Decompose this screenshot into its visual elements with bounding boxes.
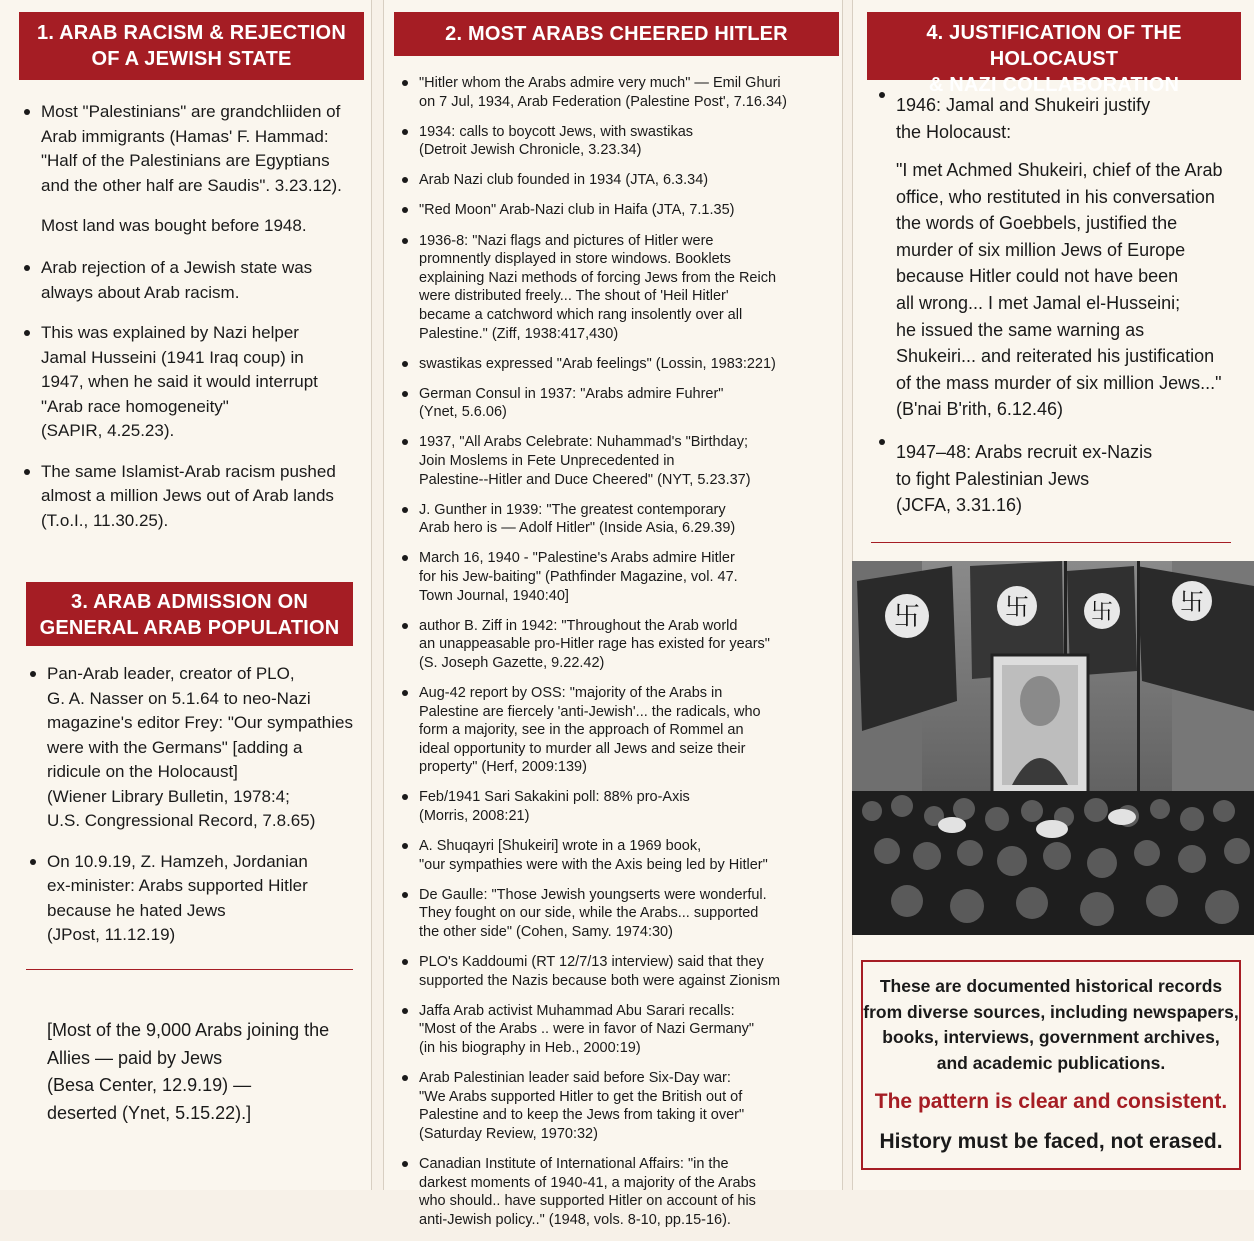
section-2-banner: 2. MOST ARABS CHEERED HITLER — [394, 12, 839, 56]
svg-text:卐: 卐 — [1180, 588, 1204, 616]
list-line: became a catchword which rang insolently over all — [419, 306, 743, 323]
list-line: They fought on our side, while the Arabs... supported — [419, 905, 759, 922]
list-line: for his Jew-baiting" (Pathfinder Magazine, vol. 47. — [419, 568, 738, 585]
section-3-list — [47, 662, 367, 948]
banner-line: 4. JUSTIFICATION OF THE HOLOCAUST — [926, 22, 1182, 70]
list-line: (Morris, 2008:21) — [419, 808, 530, 824]
list-line: Arab Palestinian leader said before Six-Day war: — [419, 1070, 731, 1087]
section-3-banner — [26, 582, 353, 646]
list-line: (Ynet, 5.6.06) — [419, 404, 507, 421]
banner-line: & NAZI COLLABORATION — [928, 74, 1180, 96]
list-item — [419, 1155, 839, 1229]
banner-line: 3. ARAB ADMISSION ON — [71, 591, 308, 613]
list-item: 1946: Jamal and Shukeiri justify the Holocaust: — [896, 92, 1246, 145]
list-item — [419, 355, 839, 374]
list-item: Pan-Arab leader, creator of PLO, G. A. Nasser on 5.1.64 to neo-Nazi magazine's editor Frey: "Our sympathies were with the Germans" [adding a ridicule on the Holocaust] (Wiener Library Bulletin, 1978:4; U.S. Congressional Record, 7.8.65) — [47, 662, 367, 834]
list-line: Join Moslems in Fete Unprecedented in — [419, 453, 675, 469]
column-2 — [383, 0, 843, 1228]
list-line: property" (Herf, 2009:139) — [419, 759, 587, 776]
list-item: On 10.9.19, Z. Hamzeh, Jordanian ex-minister: Arabs supported Hitler because he hated Jews (JPost, 11.12.19) — [47, 850, 367, 948]
list-line: an unappeasable pro-Hitler rage has existed for years" — [419, 636, 770, 653]
list-line: (S. Joseph Gazette, 9.22.42) — [419, 654, 605, 671]
list-line: the other side" (Cohen, Samy. 1974:30) — [419, 923, 673, 940]
list-line: were distributed freely... The shout of 'Heil Hitler' — [419, 288, 729, 305]
list-item — [419, 788, 839, 825]
list-item — [419, 123, 839, 160]
svg-text:卐: 卐 — [893, 602, 921, 632]
closing-note: [Most of the 9,000 Arabs joining the Allies — paid by Jews (Besa Center, 12.9.19) — deserted (Ynet, 5.15.22).] — [47, 1020, 330, 1123]
list-line: (Detroit Jewish Chronicle, 3.23.34) — [419, 142, 642, 159]
list-line: (in his biography in Heb., 2000:19) — [419, 1039, 641, 1056]
list-line: promnently displayed in store windows. Booklets — [419, 251, 731, 268]
list-line: "We Arabs supported Hitler to get the British out of — [419, 1088, 743, 1105]
list-item: The same Islamist-Arab racism pushed almost a million Jews out of Arab lands (T.o.I., 11.30.25). — [41, 460, 366, 534]
pattern-statement: The pattern is clear and consistent. — [874, 1090, 1228, 1114]
list-item: Arab rejection of a Jewish state was always about Arab racism. — [41, 256, 366, 305]
section-1-list-a — [41, 100, 366, 198]
list-item: This was explained by Nazi helper Jamal Husseini (1941 Iraq coup) in 1947, when he said it would interrupt "Arab race homogeneity" (SAPIR, 4.25.23). — [41, 321, 366, 444]
list-line: A. Shuqayri [Shukeiri] wrote in a 1969 book, — [419, 838, 702, 855]
list-line: supported the Nazis because both were against Zionism — [419, 972, 781, 989]
list-line: who should.. have supported Hitler on account of his — [419, 1193, 756, 1210]
list-line: "our sympathies were with the Axis being led by Hitler" — [419, 856, 768, 873]
list-line: Palestine and to keep the Jews from taking it over" — [419, 1107, 745, 1124]
divider — [871, 542, 1231, 543]
land-note: Most land was bought before 1948. — [41, 216, 307, 235]
section-1-list-b — [41, 256, 366, 533]
list-line: Palestine--Hitler and Duce Cheered" (NYT, 5.23.37) — [419, 471, 751, 488]
list-item — [419, 171, 839, 190]
list-line: De Gaulle: "Those Jewish youngserts were wonderful. — [419, 886, 767, 903]
list-item — [419, 201, 839, 220]
list-line: "Most of the Arabs .. were in favor of Nazi Germany" — [419, 1021, 755, 1038]
column-1 — [0, 0, 372, 1190]
list-line: Palestine are fiercely 'anti-Jewish'... the radicals, who — [419, 703, 761, 720]
list-line: author B. Ziff in 1942: "Throughout the Arab world — [419, 617, 738, 634]
list-line: "Hitler whom the Arabs admire very much" — Emil Ghuri — [419, 75, 781, 91]
divider — [26, 969, 353, 970]
list-item — [419, 232, 839, 344]
summary-box — [861, 960, 1241, 1170]
list-item — [419, 684, 839, 777]
list-item — [419, 953, 839, 990]
list-line: explaining Nazi methods of forcing Jews from the Reich — [419, 269, 777, 286]
list-line: PLO's Kaddoumi (RT 12/7/13 interview) said that they — [419, 954, 764, 971]
list-line: Palestine." (Ziff, 1938:417,430) — [419, 325, 619, 342]
summary-text: These are documented historical records from diverse sources, including newspapers, books, interviews, government archives, and academic publications. — [863, 976, 1239, 1073]
list-item — [419, 433, 839, 489]
list-item — [419, 74, 839, 111]
list-line: Aug-42 report by OSS: "majority of the Arabs in — [419, 684, 723, 701]
svg-text:卐: 卐 — [1090, 600, 1114, 625]
list-line: "Red Moon" Arab-Nazi club in Haifa (JTA, 7.1.35) — [419, 202, 735, 219]
list-line: German Consul in 1937: "Arabs admire Fuhrer" — [419, 385, 724, 402]
list-item — [419, 385, 839, 422]
crowd-photo-image — [852, 561, 1254, 935]
list-line: form a majority, see in the approach of Rommel an — [419, 722, 744, 739]
list-line: J. Gunther in 1939: "The greatest contemporary — [419, 501, 726, 518]
list-item: 1947–48: Arabs recruit ex-Nazis to fight Palestinian Jews (JCFA, 3.31.16) — [896, 439, 1246, 519]
banner-line: OF A JEWISH STATE — [91, 48, 292, 70]
shukeiri-quote: "I met Achmed Shukeiri, chief of the Arab office, who restituted in his conversation the words of Goebbels, justified the murder of six million Jews of Europe because Hitler could not have been all wrong... I met Jamal el-Husseini; he issued the same warning as Shukeiri... and reiterated his justification of the mass murder of six million Jews..." (B'nai B'rith, 6.12.46) — [896, 160, 1223, 420]
list-line: darkest moments of 1940-41, a majority of the Arabs — [419, 1174, 756, 1191]
section-1-banner — [19, 12, 364, 80]
section-2-list — [419, 74, 839, 1241]
list-item: Most "Palestinians" are grandchliiden of Arab immigrants (Hamas' F. Hammad: "Half of the Palestinians are Egyptians and the other half are Saudis". 3.23.12). — [41, 100, 366, 198]
list-line: swastikas expressed "Arab feelings" (Lossin, 1983:221) — [419, 355, 776, 372]
section-4-list-b — [896, 439, 1246, 519]
list-item — [419, 617, 839, 673]
list-line: (Saturday Review, 1970:32) — [419, 1125, 598, 1142]
list-item — [419, 886, 839, 942]
list-item — [419, 501, 839, 538]
list-item — [419, 549, 839, 605]
svg-text:卐: 卐 — [1005, 593, 1029, 621]
list-line: Feb/1941 Sari Sakakini poll: 88% pro-Axis — [419, 789, 690, 806]
banner-line: 1. ARAB RACISM & REJECTION — [37, 22, 346, 44]
list-line: Town Journal, 1940:40] — [419, 587, 569, 604]
list-item — [419, 837, 839, 874]
list-line: anti-Jewish policy.." (1948, vols. 8-10, pp.15-16). — [419, 1211, 731, 1228]
list-line: March 16, 1940 - "Palestine's Arabs admire Hitler — [419, 550, 735, 567]
section-4-banner — [867, 12, 1241, 96]
banner-line: GENERAL ARAB POPULATION — [39, 617, 340, 639]
list-line: 1937, "All Arabs Celebrate: Nuhammad's "Birthday; — [419, 434, 749, 451]
list-line: on 7 Jul, 1934, Arab Federation (Palestine Post', 7.16.34) — [419, 93, 787, 110]
list-line: Arab hero is — Adolf Hitler" (Inside Asia, 6.29.39) — [419, 520, 736, 537]
list-line: 1936-8: "Nazi flags and pictures of Hitler were — [419, 232, 714, 249]
history-statement: History must be faced, not erased. — [879, 1130, 1223, 1154]
section-4-list-a — [896, 92, 1246, 145]
list-line: Jaffa Arab activist Muhammad Abu Sarari recalls: — [419, 1002, 735, 1019]
list-line: 1934: calls to boycott Jews, with swastikas — [419, 123, 694, 140]
list-line: ideal opportunity to murder all Jews and seize their — [419, 740, 746, 757]
list-item — [419, 1069, 839, 1143]
list-line: Canadian Institute of International Affairs: "in the — [419, 1155, 729, 1172]
list-line: Arab Nazi club founded in 1934 (JTA, 6.3.34) — [419, 172, 709, 189]
photo-illustration — [852, 561, 1254, 935]
list-item — [419, 1002, 839, 1058]
